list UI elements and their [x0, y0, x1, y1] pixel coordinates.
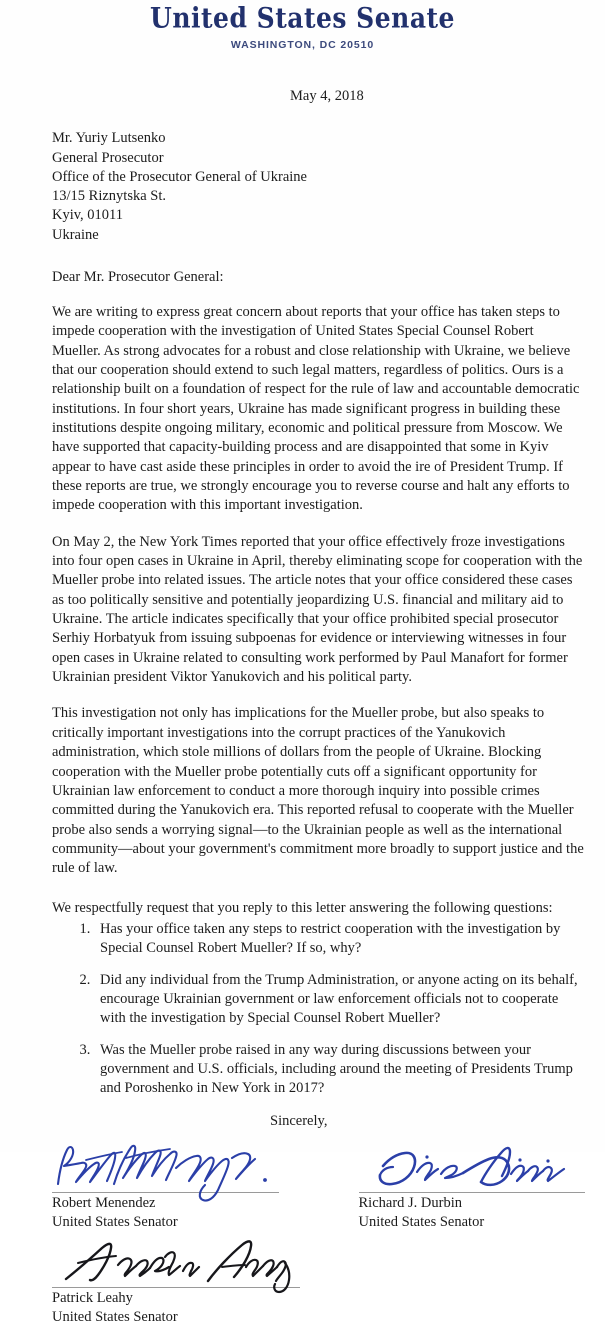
recipient-country: Ukraine: [52, 226, 99, 243]
recipient-street: 13/15 Riznytska St.: [52, 188, 166, 205]
question-item: 3. Was the Mueller probe raised in any way during discussions between your government and U.S. officials, including around the meeting of Presidents Trump and Poroshenko in New York in 2017?: [94, 1041, 585, 1099]
signature-area: [52, 1136, 585, 1327]
recipient-office: Office of the Prosecutor General of Ukraine: [52, 168, 307, 185]
signature-block-menendez: [52, 1192, 279, 1232]
signature-spacer-middle: [52, 1231, 585, 1287]
signer-title: United States Senator: [52, 1213, 178, 1230]
signature-block-leahy: [52, 1287, 300, 1327]
questions-list: [52, 920, 585, 1099]
body-paragraph-3: This investigation not only has implications for the Mueller probe, but also speaks to critically important investigations into the corrupt practices of the Yanukovich administration, which stole millions of dollars from the people of Ukraine. Blocking cooperation with the Mueller probe potentially cuts off a significant opportunity for Ukrainian law enforcement to conduct a more thorough inquiry into possible crimes committed during the Yanukovich era. This reported refusal to cooperate with the Mueller probe also sends a worrying signal—to the Ukrainian people as well as the international community—about your government's commitment more broadly to support justice and the rule of law.: [52, 705, 584, 877]
recipient-city: Kyiv, 01011: [52, 207, 124, 224]
signer-title: United States Senator: [358, 1213, 485, 1230]
question-item: 2. Did any individual from the Trump Administration, or anyone acting on its behalf, encourage Ukrainian government or law enforcement officials not to cooperate with the investigation by Special Counsel Robert Mueller?: [94, 971, 585, 1029]
letter-body: [0, 88, 605, 1327]
letterhead: [0, 0, 605, 51]
request-line: We respectfully request that you reply to this letter answering the following questions:: [52, 899, 553, 916]
signer-title: United States Senator: [52, 1309, 178, 1326]
recipient-name: Mr. Yuriy Lutsenko: [52, 130, 166, 147]
senate-subtitle: WASHINGTON, DC 20510: [230, 39, 375, 52]
signer-name: Patrick Leahy: [52, 1290, 133, 1307]
senate-title: United States Senate: [150, 1, 455, 35]
signature-line: [359, 1192, 586, 1193]
closing-salutation: Sincerely,: [270, 1112, 328, 1129]
recipient-title: General Prosecutor: [52, 149, 164, 166]
recipient-address: [52, 129, 585, 245]
signer-name: Robert Menendez: [52, 1194, 156, 1211]
signature-row-1: [52, 1192, 585, 1232]
salutation: Dear Mr. Prosecutor General:: [52, 268, 224, 285]
signature-row-2: [52, 1287, 585, 1327]
signature-line: [52, 1287, 300, 1288]
question-item: 1. Has your office taken any steps to restrict cooperation with the investigation by Special Counsel Robert Mueller? If so, why?: [94, 920, 585, 959]
signer-name: Richard J. Durbin: [358, 1194, 462, 1211]
body-paragraph-2: On May 2, the New York Times reported that your office effectively froze investigations into four open cases in Ukraine in April, thereby eliminating scope for cooperation with the Mueller probe into related issues. The article notes that your office considered these cases as too politically sensitive and potentially jeopardizing U.S. financial and military aid to Ukraine. The article indicates specifically that your office prohibited special prosecutor Serhiy Horbatyuk from issuing subpoenas for evidence or interviewing witnesses in four open cases in Ukraine related to consulting work performed by Paul Manafort for former Ukrainian president Viktor Yanukovich and his political party.: [52, 533, 583, 686]
signature-spacer-top: [52, 1136, 585, 1192]
body-paragraph-1: We are writing to express great concern about reports that your office has taken steps to impede cooperation with the investigation of United States Special Counsel Robert Mueller. As strong advocates for a robust and close relationship with Ukraine, we believe that our cooperation should extend to such legal matters, regardless of politics. Ours is a relationship built on a foundation of respect for the rule of law and accountable democratic institutions. In four short years, Ukraine has made significant progress in building these institutions despite ongoing military, economic and political pressure from Moscow. We have supported that capacity-building process and are disappointed that some in Kyiv appear to have cast aside these principles in order to avoid the ire of President Trump. If these reports are true, we strongly encourage you to reverse course and halt any efforts to impede cooperation with this important investigation.: [52, 303, 580, 514]
signature-block-durbin: [359, 1192, 586, 1232]
signature-line: [52, 1192, 279, 1193]
letter-date: May 4, 2018: [290, 88, 364, 105]
